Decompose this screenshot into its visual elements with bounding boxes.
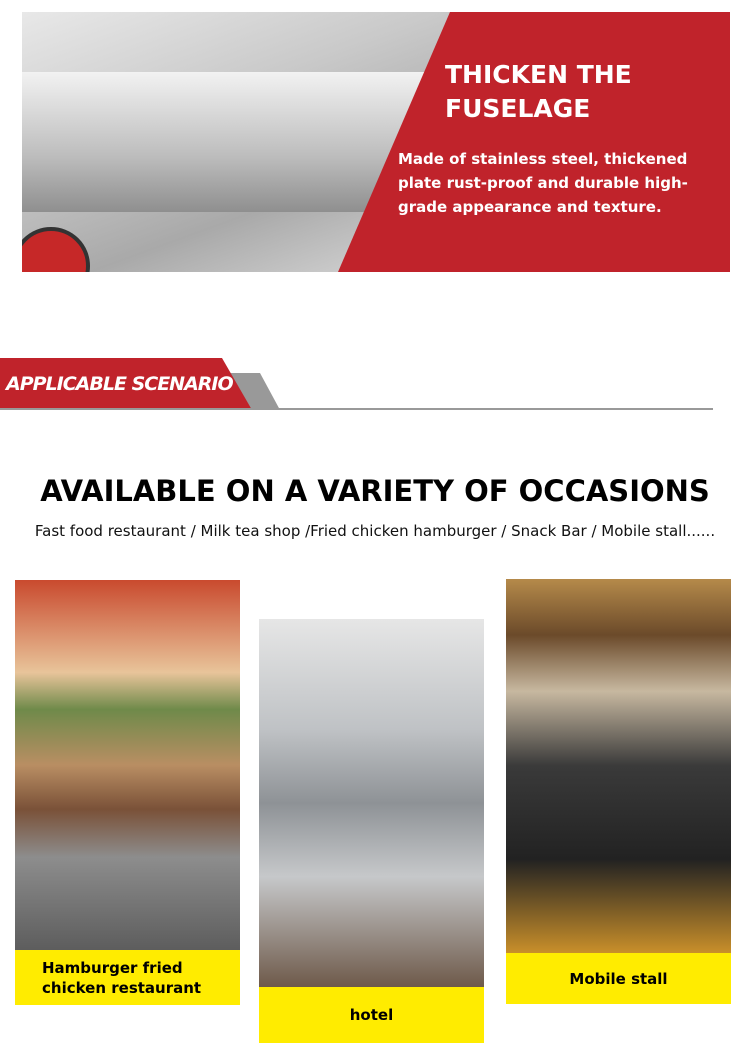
hero-description: Made of stainless steel, thickened plate rust-proof and durable high-grade appearance and texture. bbox=[398, 150, 688, 216]
hero-title-line2: FUSELAGE bbox=[445, 94, 591, 123]
control-knob-illustration bbox=[22, 227, 90, 272]
mobile-stall-photo bbox=[506, 579, 731, 953]
product-hero-image bbox=[22, 12, 730, 272]
section-subtitle: Fast food restaurant / Milk tea shop /Fried chicken hamburger / Snack Bar / Mobile stall...... bbox=[34, 522, 716, 540]
hero-title bbox=[445, 58, 632, 126]
banner-label: APPLICABLE SCENARIO bbox=[6, 373, 233, 395]
scenario-caption: Hamburger fried chicken restaurant bbox=[15, 950, 240, 1005]
section-heading: AVAILABLE ON A VARIETY OF OCCASIONS bbox=[40, 474, 710, 508]
restaurant-photo bbox=[15, 580, 240, 950]
scenario-caption: hotel bbox=[259, 987, 484, 1043]
hotel-kitchen-photo bbox=[259, 619, 484, 987]
scenario-caption: Mobile stall bbox=[506, 953, 731, 1004]
hero-title-line1: THICKEN THE bbox=[445, 60, 632, 89]
banner-divider bbox=[0, 408, 713, 410]
